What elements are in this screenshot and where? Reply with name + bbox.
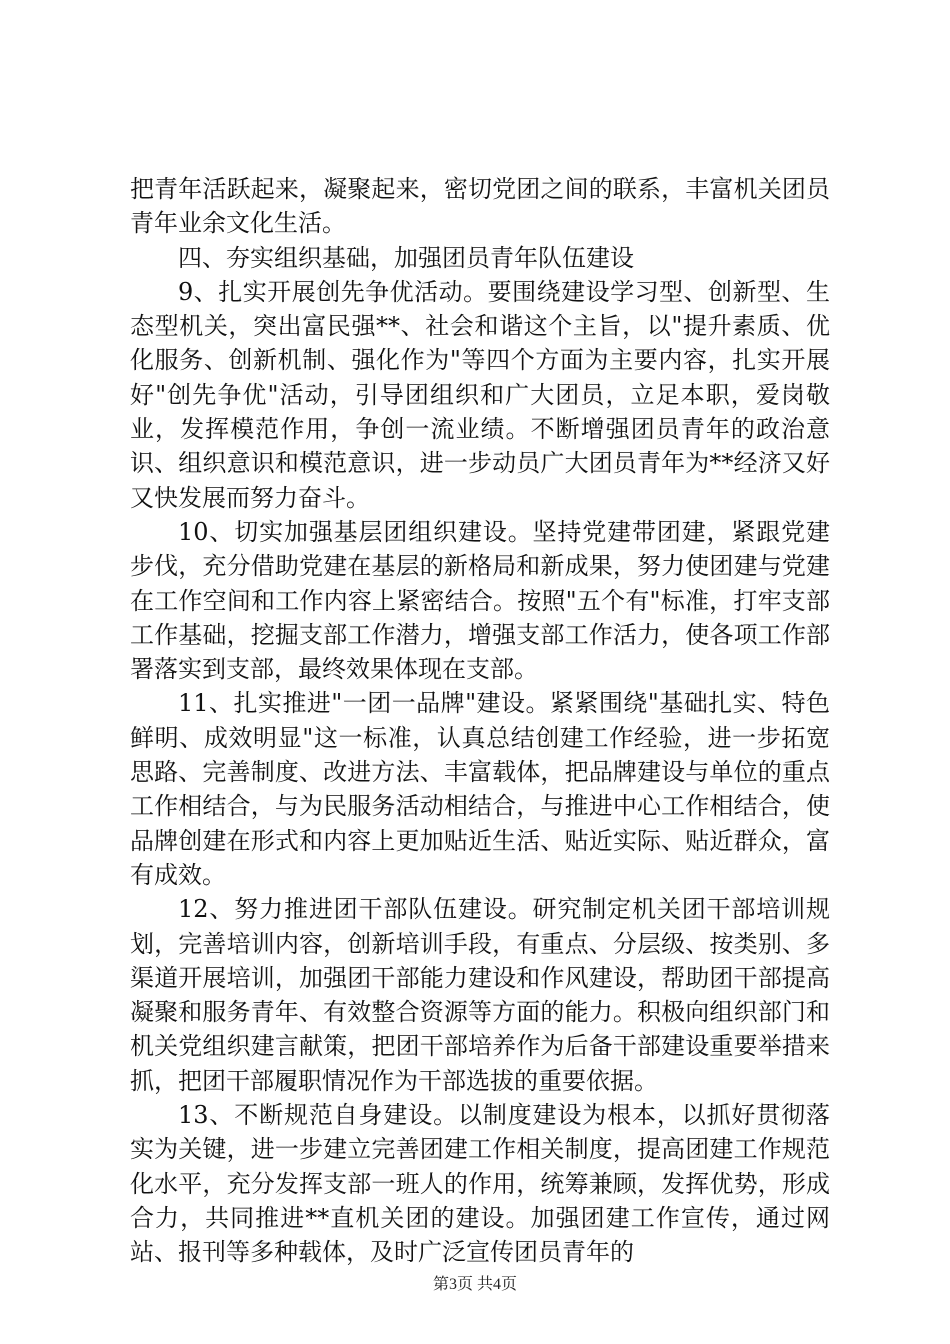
paragraph-item-10: 10、切实加强基层团组织建设。坚持党建带团建，紧跟党建步伐，充分借助党建在基层的新格局和新成果，努力使团建与党建在工作空间和工作内容上紧密结合。按照"五个有"标准，打牢支部工作基础，挖掘支部工作潜力，增强支部工作活力，使各项工作部署落实到支部，最终效果体现在支部。	[130, 517, 830, 684]
document-body	[130, 172, 830, 1270]
section-heading: 四、夯实组织基础，加强团员青年队伍建设	[178, 243, 634, 272]
paragraph-item-13: 13、不断规范自身建设。以制度建设为根本，以抓好贯彻落实为关键，进一步建立完善团建工作相关制度，提高团建工作规范化水平，充分发挥支部一班人的作用，统筹兼顾，发挥优势，形成合力，共同推进**直机关团的建设。加强团建工作宣传，通过网站、报刊等多种载体，及时广泛宣传团员青年的	[130, 1101, 830, 1267]
paragraph-item-11: 11、扎实推进"一团一品牌"建设。紧紧围绕"基础扎实、特色鲜明、成效明显"这一标准，认真总结创建工作经验，进一步拓宽思路、完善制度、改进方法、丰富载体，把品牌建设与单位的重点工作相结合，与为民服务活动相结合，与推进中心工作相结合，使品牌创建在形式和内容上更加贴近生活、贴近实际、贴近群众，富有成效。	[130, 689, 830, 889]
paragraph-item-9: 9、扎实开展创先争优活动。要围绕建设学习型、创新型、生态型机关，突出富民强**、社会和谐这个主旨，以"提升素质、优化服务、创新机制、强化作为"等四个方面为主要内容，扎实开展好"创先争优"活动，引导团组织和广大团员，立足本职，爱岗敬业，发挥模范作用，争创一流业绩。不断增强团员青年的政治意识、组织意识和模范意识，进一步动员广大团员青年为**经济又好又快发展而努力奋斗。	[130, 277, 830, 512]
page-number: 第3页 共4页	[432, 1276, 517, 1293]
page-footer	[0, 1275, 950, 1295]
paragraph-item-12: 12、努力推进团干部队伍建设。研究制定机关团干部培训规划，完善培训内容，创新培训手段，有重点、分层级、按类别、多渠道开展培训，加强团干部能力建设和作风建设，帮助团干部提高凝聚和服务青年、有效整合资源等方面的能力。积极向组织部门和机关党组织建言献策，把团干部培养作为后备干部建设重要举措来抓，把团干部履职情况作为干部选拔的重要依据。	[130, 895, 830, 1095]
paragraph-continuation: 把青年活跃起来，凝聚起来，密切党团之间的联系，丰富机关团员青年业余文化生活。	[130, 175, 830, 238]
